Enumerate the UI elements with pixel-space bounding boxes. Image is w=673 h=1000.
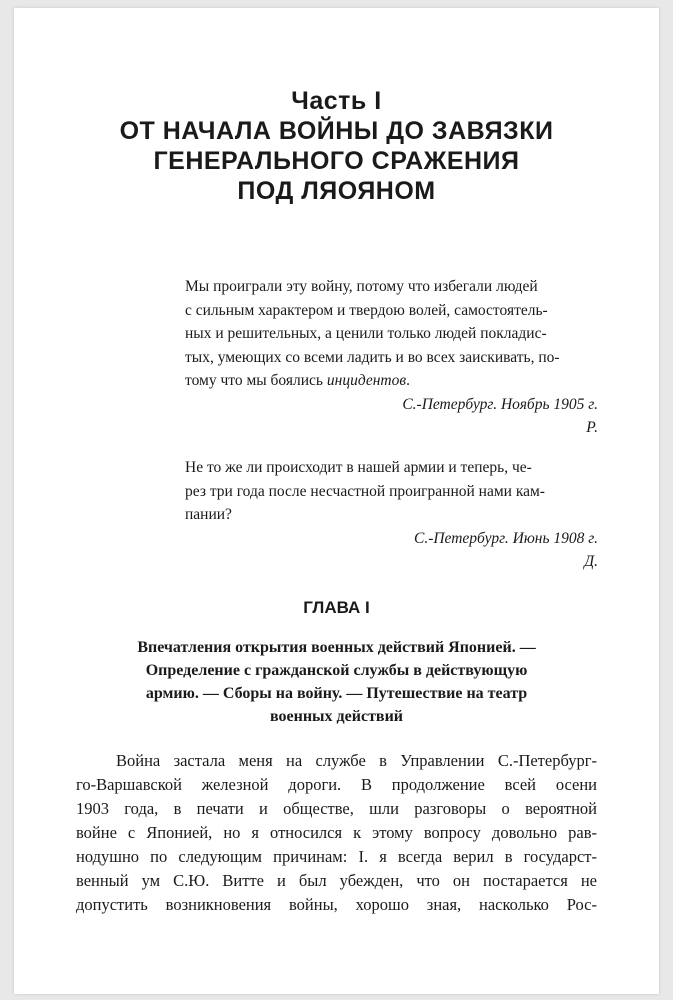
epigraph-line: тых, умеющих со всеми ладить и во всех заискивать, по- bbox=[185, 348, 560, 366]
epigraph-1 bbox=[185, 275, 598, 440]
epigraph-line: с сильным характером и твердою волей, самостоятель- bbox=[185, 301, 548, 319]
epigraph-text: . bbox=[406, 372, 410, 389]
part-number: Часть I bbox=[291, 87, 382, 115]
chapter-title: ГЛАВА I bbox=[303, 598, 370, 617]
epigraph-line: ных и решительных, а ценили только людей покладис- bbox=[185, 325, 547, 342]
epigraph-line: Не то же ли происходит в нашей армии и теперь, че- bbox=[185, 459, 532, 476]
epigraph-italic-word: инцидентов bbox=[326, 372, 407, 389]
epigraph-line: пании? bbox=[185, 506, 232, 523]
body-line: Война застала меня на службе в Управлении С.-Петербург- bbox=[116, 751, 597, 770]
body-line: го-Варшавской железной дороги. В продолжение всей осени bbox=[76, 775, 597, 794]
part-title-line: ПОД ЛЯОЯНОМ bbox=[237, 177, 436, 205]
epigraph-text: тому что мы боялись bbox=[185, 372, 327, 389]
body-line: 1903 года, в печати и обществе, шли разговоры о вероятной bbox=[76, 799, 597, 818]
epigraph-line bbox=[185, 369, 598, 393]
part-title-line: ГЕНЕРАЛЬНОГО СРАЖЕНИЯ bbox=[153, 147, 520, 175]
epigraph-place-date: С.-Петербург. Ноябрь 1905 г. bbox=[402, 395, 598, 413]
part-heading bbox=[0, 86, 673, 206]
chapter-summary-line: военных действий bbox=[269, 708, 403, 725]
chapter-summary bbox=[100, 636, 573, 728]
body-line: нодушно по следующим причинам: I. я всегда верил в государст- bbox=[76, 847, 597, 866]
chapter-summary-line: Определение с гражданской службы в действующую bbox=[145, 662, 528, 679]
epigraph-place-date: С.-Петербург. Июнь 1908 г. bbox=[413, 529, 598, 547]
part-title-line: ОТ НАЧАЛА ВОЙНЫ ДО ЗАВЯЗКИ bbox=[119, 117, 554, 145]
body-paragraph bbox=[76, 749, 597, 917]
epigraph-signature: Д. bbox=[584, 553, 598, 570]
epigraph-2 bbox=[185, 456, 598, 574]
body-line: войне с Японией, но я относился к этому вопросу довольно рав- bbox=[76, 823, 597, 842]
epigraph-line: Мы проиграли эту войну, потому что избегали людей bbox=[185, 278, 538, 295]
chapter-summary-line: армию. — Сборы на войну. — Путешествие на театр bbox=[145, 685, 528, 702]
body-line: венный ум С.Ю. Витте и был убежден, что он постарается не bbox=[76, 871, 597, 890]
epigraph-line: рез три года после несчастной проигранной нами кам- bbox=[185, 482, 545, 500]
body-line: допустить возникновения войны, хорошо зная, насколько Рос- bbox=[76, 895, 597, 914]
chapter-summary-line: Впечатления открытия военных действий Японией. — bbox=[137, 639, 536, 656]
epigraph-signature: Р. bbox=[586, 419, 598, 436]
